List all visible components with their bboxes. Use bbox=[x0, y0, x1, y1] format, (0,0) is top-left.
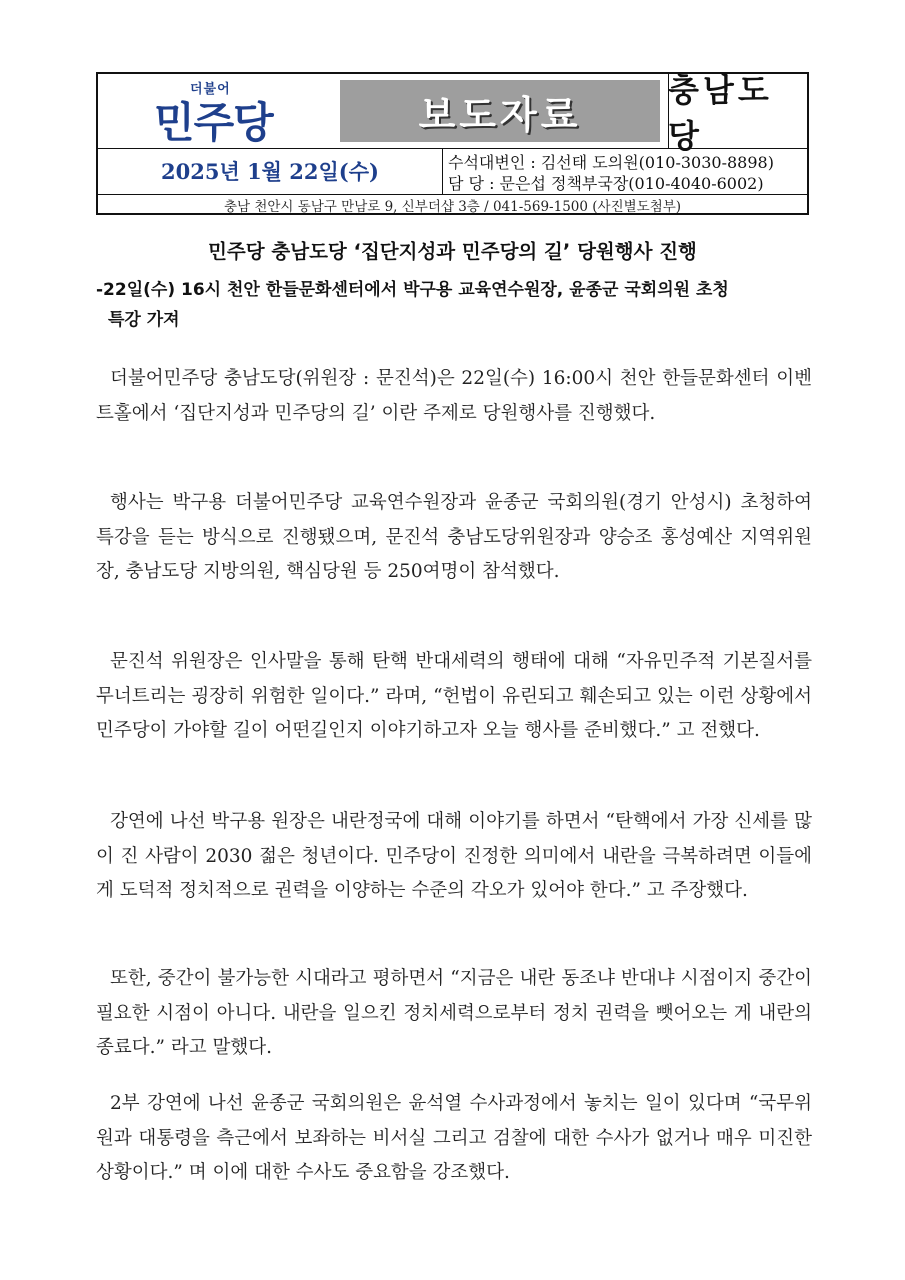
subheadline-line-2: 특강 가져 bbox=[108, 310, 180, 330]
paragraph-text: 또한, 중간이 불가능한 시대라고 평하면서 “지금은 내란 동조냐 반대냐 시점이지 중간이 필요한 시점이 아니다. 내란을 일으킨 정치세력으로부터 정치 권력을 뺏어오는 게 내란의 종료다.” 라고 말했다. bbox=[96, 968, 812, 1058]
doc-type-title: 보도자료 bbox=[418, 92, 582, 137]
body-paragraph bbox=[96, 645, 812, 749]
contact-cell bbox=[442, 148, 807, 194]
subheadline bbox=[96, 275, 816, 335]
paragraph-text: 문진석 위원장은 인사말을 통해 탄핵 반대세력의 행태에 대해 “자유민주적 기본질서를 무너트리는 굉장히 위험한 일이다.” 라며, “헌법이 유린되고 훼손되고 있는 이런 상황에서 민주당이 가야할 길이 어떤길인지 이야기하고자 오늘 행사를 준비했다.” 고 전했다. bbox=[96, 651, 812, 741]
logo-subtitle: 더불어 bbox=[190, 82, 231, 97]
release-date: 2025년 1월 22일(수) bbox=[161, 159, 379, 184]
header-top-row bbox=[98, 71, 807, 155]
paragraph-text: 행사는 박구용 더불어민주당 교육연수원장과 윤종군 국회의원(경기 안성시) 초청하여 특강을 듣는 방식으로 진행됐으며, 문진석 충남도당위원장과 양승조 홍성예산 지역위원장, 충남도당 지방의원, 핵심당원 등 250여명이 참석했다. bbox=[96, 492, 812, 582]
party-logo bbox=[98, 74, 333, 148]
contact-spokesperson: 수석대변인 : 김선태 도의원(010-3030-8898) bbox=[448, 153, 774, 172]
body-paragraph bbox=[96, 486, 812, 590]
paragraph-text: 더불어민주당 충남도당(위원장 : 문진석)은 22일(수) 16:00시 천안 한들문화센터 이벤트홀에서 ‘집단지성과 민주당의 길’ 이란 주제로 당원행사를 진행했다. bbox=[96, 368, 812, 424]
body-paragraph bbox=[96, 962, 812, 1066]
logo-title: 민주당 bbox=[154, 98, 273, 147]
doc-type-cell bbox=[332, 74, 669, 148]
header-address-row bbox=[98, 194, 807, 215]
press-release-header bbox=[96, 72, 809, 215]
headline: 민주당 충남도당 ‘집단지성과 민주당의 길’ 당원행사 진행 bbox=[208, 240, 697, 263]
header-middle-row bbox=[98, 148, 807, 195]
paragraph-text: 강연에 나선 박구용 원장은 내란정국에 대해 이야기를 하면서 “탄핵에서 가장 신세를 많이 진 사람이 2030 젊은 청년이다. 민주당이 진정한 의미에서 내란을 극복하려면 이들에게 도덕적 정치적으로 권력을 이양하는 수준의 각오가 있어야 한다.” 고 주장했다. bbox=[96, 811, 812, 901]
date-cell bbox=[98, 148, 443, 194]
party-branch-cell bbox=[668, 71, 807, 155]
contact-manager: 담 당 : 문은섭 정책부국장(010-4040-6002) bbox=[448, 174, 764, 193]
body-paragraph bbox=[96, 805, 812, 909]
doc-type-banner bbox=[340, 80, 660, 142]
party-branch-name: 충남도당 bbox=[668, 71, 773, 155]
subheadline-line-1: -22일(수) 16시 천안 한들문화센터에서 박구용 교육연수원장, 윤종군 국회의원 초청 bbox=[96, 280, 729, 300]
body-paragraph bbox=[96, 1087, 812, 1191]
paragraph-text: 2부 강연에 나선 윤종군 국회의원은 윤석열 수사과정에서 놓치는 일이 있다며 “국무위원과 대통령을 측근에서 보좌하는 비서실 그리고 검찰에 대한 수사가 없거나 매우 미진한 상황이다.” 며 이에 대한 수사도 중요함을 강조했다. bbox=[96, 1093, 812, 1183]
body-paragraph bbox=[96, 362, 812, 431]
office-address: 충남 천안시 동남구 만남로 9, 신부더샵 3층 / 041-569-1500 (사진별도첨부) bbox=[223, 199, 682, 215]
